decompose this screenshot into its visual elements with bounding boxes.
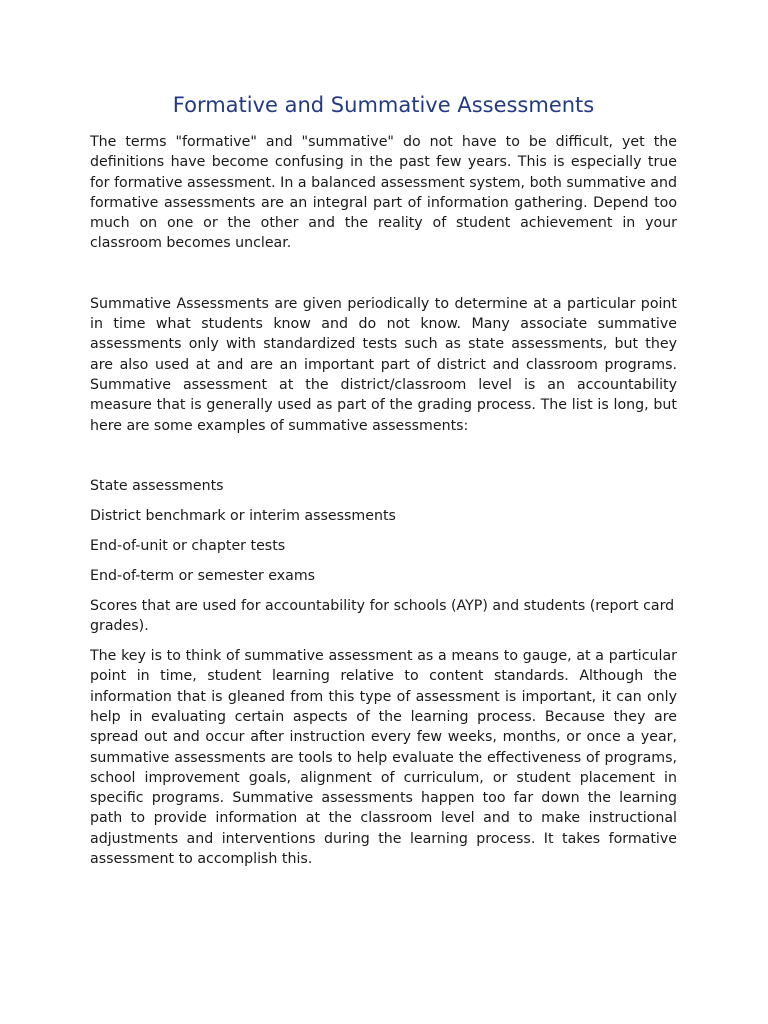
list-item: End-of-unit or chapter tests [90,537,286,554]
summative-paragraph: Summative Assessments are given periodically to determine at a particular point in time what students know and do not know. Many associate summative assessments only with standardized tests such as state assessments, but they are also used at and are an important part of district and classroom programs. Summative assessment at the district/classroom level is an accountability measure that is generally used as part of the grading process. The list is long, but here are some examples of summative assessments: [90,295,677,434]
document-title: Formative and Summative Assessments [172,93,595,117]
intro-paragraph: The terms "formative" and "summative" do not have to be difficult, yet the definitions have become confusing in the past few years. This is especially true for formative assessment. In a balanced assessment system, both summative and formative assessments are an integral part of information gathering. Depend too much on one or the other and the reality of student achievement in your classroom becomes unclear. [90,134,677,252]
document-page [90,88,677,869]
closing-paragraph: The key is to think of summative assessment as a means to gauge, at a particular point in time, student learning relative to content standards. Although the information that is gleaned from this type of assessment is important, it can only help in evaluating certain aspects of the learning process. Because they are spread out and occur after instruction every few weeks, months, or once a year, summative assessments are tools to help evaluate the effectiveness of programs, school improvement goals, alignment of curriculum, or student placement in specific programs. Summative assessments happen too far down the learning path to provide information at the classroom level and to make instructional adjustments and interventions during the learning process. It takes formative assessment to accomplish this. [90,648,677,868]
list-item: Scores that are used for accountability for schools (AYP) and students (report card grades). [90,597,675,635]
list-item: State assessments [90,477,224,494]
examples-list [90,476,677,637]
list-item: District benchmark or interim assessments [90,507,396,524]
list-item: End-of-term or semester exams [90,567,316,584]
